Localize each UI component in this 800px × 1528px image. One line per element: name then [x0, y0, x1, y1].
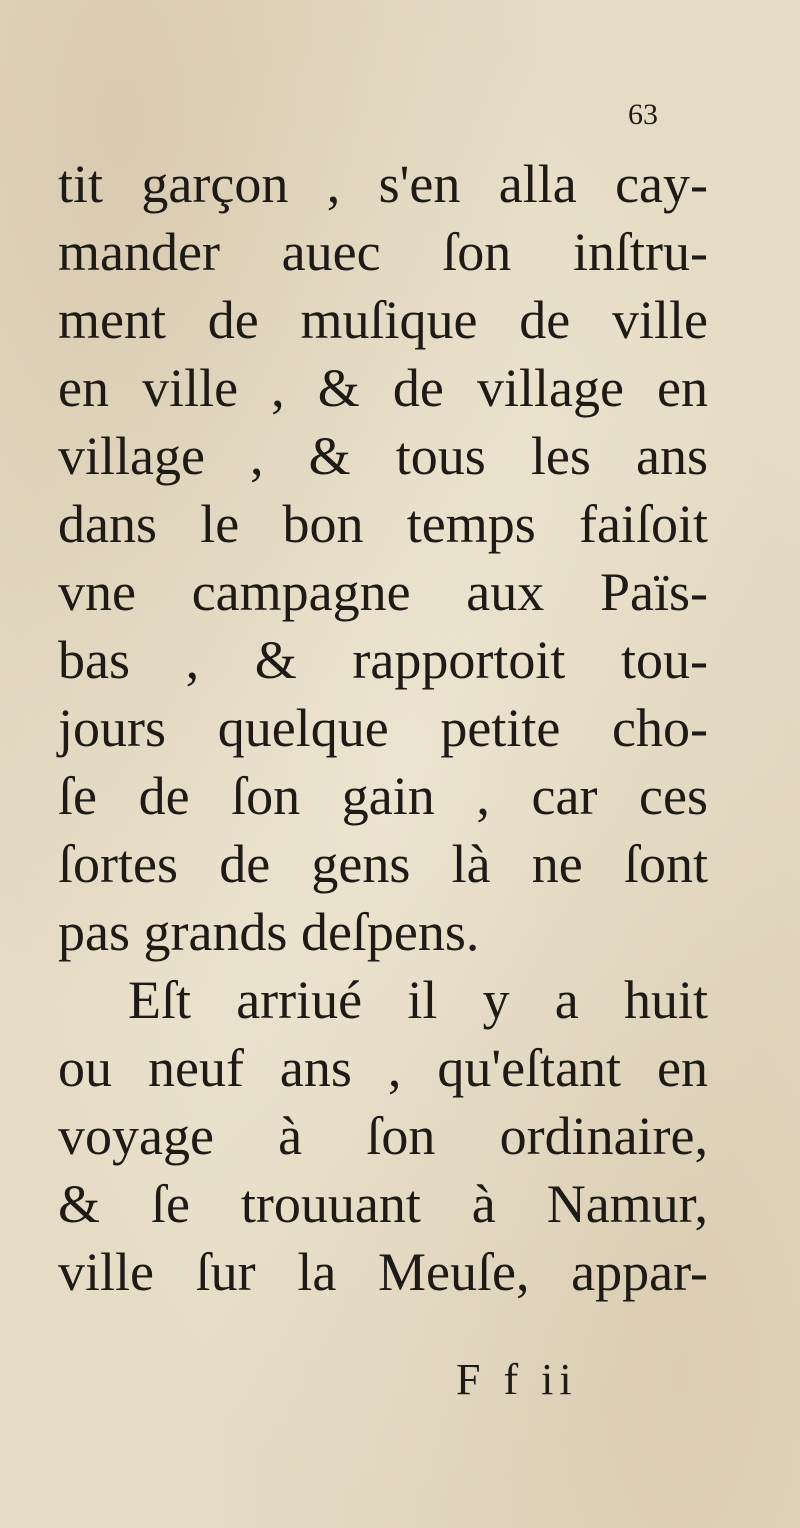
paragraph-start-line: Eſt arriué il y a huit: [128, 970, 708, 1030]
text-line: bas , & rapportoit tou-: [58, 630, 708, 690]
signature-mark: F f ii: [456, 1355, 578, 1404]
text-line: dans le bon temps faiſoit: [58, 494, 708, 554]
text-line: jours quelque petite cho-: [58, 698, 708, 758]
paragraph-end-line: pas grands deſpens.: [58, 902, 480, 962]
text-line: village , & tous les ans: [58, 426, 708, 486]
body-text: [58, 150, 708, 1306]
text-line: ſe de ſon gain , car ces: [58, 766, 708, 826]
text-line: & ſe trouuant à Namur,: [58, 1174, 708, 1234]
text-line: vne campagne aux Païs-: [58, 562, 708, 622]
text-line: tit garçon , s'en alla cay-: [58, 154, 708, 214]
text-line: mander auec ſon inſtru-: [58, 222, 708, 282]
text-line: ment de muſique de ville: [58, 290, 708, 350]
page-number: 63: [628, 98, 658, 131]
text-line: en ville , & de village en: [58, 358, 708, 418]
text-line: ſortes de gens là ne ſont: [58, 834, 708, 894]
text-line: ville ſur la Meuſe, appar-: [58, 1242, 708, 1302]
text-line: voyage à ſon ordinaire,: [58, 1106, 708, 1166]
text-line: ou neuf ans , qu'eſtant en: [58, 1038, 708, 1098]
